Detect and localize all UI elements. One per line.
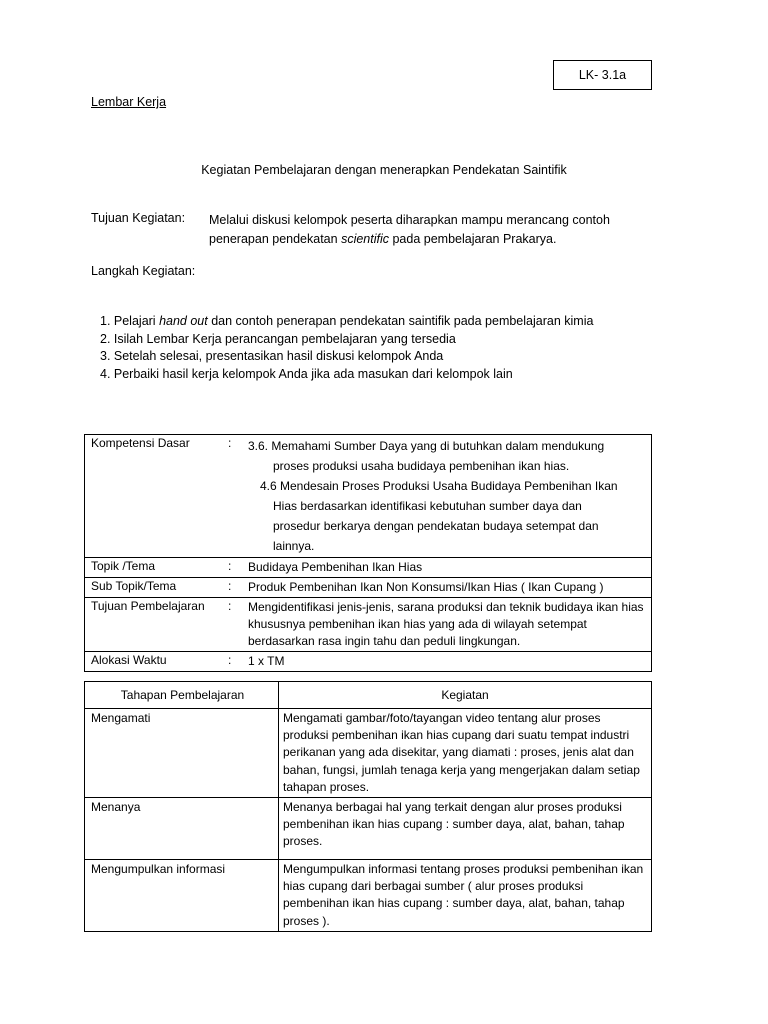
table-row [85, 709, 652, 798]
kd-value [244, 435, 652, 558]
activity-cell: Mengamati gambar/foto/tayangan video tentang alur proses produksi pembenihan ikan hias cupang dari suatu tempat industri perikanan yang ada disekitar, yang diamati : proses, jenis alat dan bahan, fungsi, jumlah tenaga kerja yang mengerjakan dalam setiap tahapan proses. [279, 709, 652, 798]
step-item: 4. Perbaiki hasil kerja kelompok Anda jika ada masukan dari kelompok lain [100, 366, 513, 381]
colon: : [228, 598, 244, 652]
goal-label: Tujuan Kegiatan: [91, 211, 186, 225]
table-header-row [85, 682, 652, 709]
goal-text-italic: scientific [341, 232, 389, 246]
kd-line: Hias berdasarkan identifikasi kebutuhan sumber daya dan [273, 499, 582, 513]
table-row [85, 798, 652, 860]
stage-cell: Menanya [85, 798, 279, 860]
step-item [100, 313, 593, 331]
goal-text-part: Melalui diskusi kelompok peserta diharapkan mampu merancang contoh penerapan pendekatan [209, 213, 610, 246]
steps-list [100, 313, 593, 383]
document-code: LK- 3.1a [578, 68, 627, 82]
document-code-box [553, 60, 652, 90]
subtopik-value: Produk Pembenihan Ikan Non Konsumsi/Ikan Hias ( Ikan Cupang ) [244, 578, 652, 598]
activity-cell: Mengumpulkan informasi tentang proses produksi pembenihan ikan hias cupang dari berbagai sumber ( alur proses produksi pembenihan ikan hias cupang : sumber daya, alat, bahan, tahap proses ). [279, 860, 652, 932]
step-text-italic: hand out [159, 314, 208, 328]
kd-label: Kompetensi Dasar [85, 435, 229, 558]
learning-steps-table [84, 681, 652, 932]
tujuan-label: Tujuan Pembelajaran [85, 598, 229, 652]
colon: : [228, 558, 244, 578]
kd-line: lainnya. [273, 539, 315, 553]
table-row [85, 578, 652, 598]
step-item: 2. Isilah Lembar Kerja perancangan pembelajaran yang tersedia [100, 331, 456, 346]
worksheet-heading: Lembar Kerja [91, 95, 167, 109]
stage-cell: Mengumpulkan informasi [85, 860, 279, 932]
step-text: 1. Pelajari [100, 314, 160, 328]
table-row [85, 435, 652, 558]
header-activity: Kegiatan [279, 682, 652, 709]
colon: : [228, 578, 244, 598]
subtopik-label: Sub Topik/Tema [85, 578, 229, 598]
table-row [85, 598, 652, 652]
kd-line: proses produksi usaha budidaya pembenihan ikan hias. [273, 459, 570, 473]
worksheet-title: Kegiatan Pembelajaran dengan menerapkan Pendekatan Saintifik [201, 163, 567, 177]
colon: : [228, 435, 244, 558]
activity-cell: Menanya berbagai hal yang terkait dengan alur proses produksi pembenihan ikan hias cupang : sumber daya, alat, bahan, tahap proses. [279, 798, 652, 860]
kd-line: 3.6. Memahami Sumber Daya yang di butuhkan dalam mendukung [248, 439, 605, 453]
goal-text [209, 211, 649, 249]
alokasi-value: 1 x TM [244, 652, 652, 672]
tujuan-value: Mengidentifikasi jenis-jenis, sarana produksi dan teknik budidaya ikan hias khususnya pembenihan ikan hias yang ada di wilayah setempat berdasarkan rasa ingin tahu dan peduli lingkungan. [244, 598, 652, 652]
table-row [85, 558, 652, 578]
kd-line: prosedur berkarya dengan pendekatan budaya setempat dan [273, 519, 599, 533]
header-stage: Tahapan Pembelajaran [85, 682, 279, 709]
step-text: dan contoh penerapan pendekatan saintifik pada pembelajaran kimia [207, 314, 594, 328]
info-table [84, 434, 652, 672]
colon: : [228, 652, 244, 672]
table-row [85, 860, 652, 932]
kd-line: 4.6 Mendesain Proses Produksi Usaha Budidaya Pembenihan Ikan [260, 479, 618, 493]
stage-cell: Mengamati [85, 709, 279, 798]
alokasi-label: Alokasi Waktu [85, 652, 229, 672]
step-item: 3. Setelah selesai, presentasikan hasil diskusi kelompok Anda [100, 349, 444, 363]
steps-label: Langkah Kegiatan: [91, 264, 196, 278]
table-row [85, 652, 652, 672]
goal-text-part: pada pembelajaran Prakarya. [389, 232, 557, 246]
topik-value: Budidaya Pembenihan Ikan Hias [244, 558, 652, 578]
topik-label: Topik /Tema [85, 558, 229, 578]
